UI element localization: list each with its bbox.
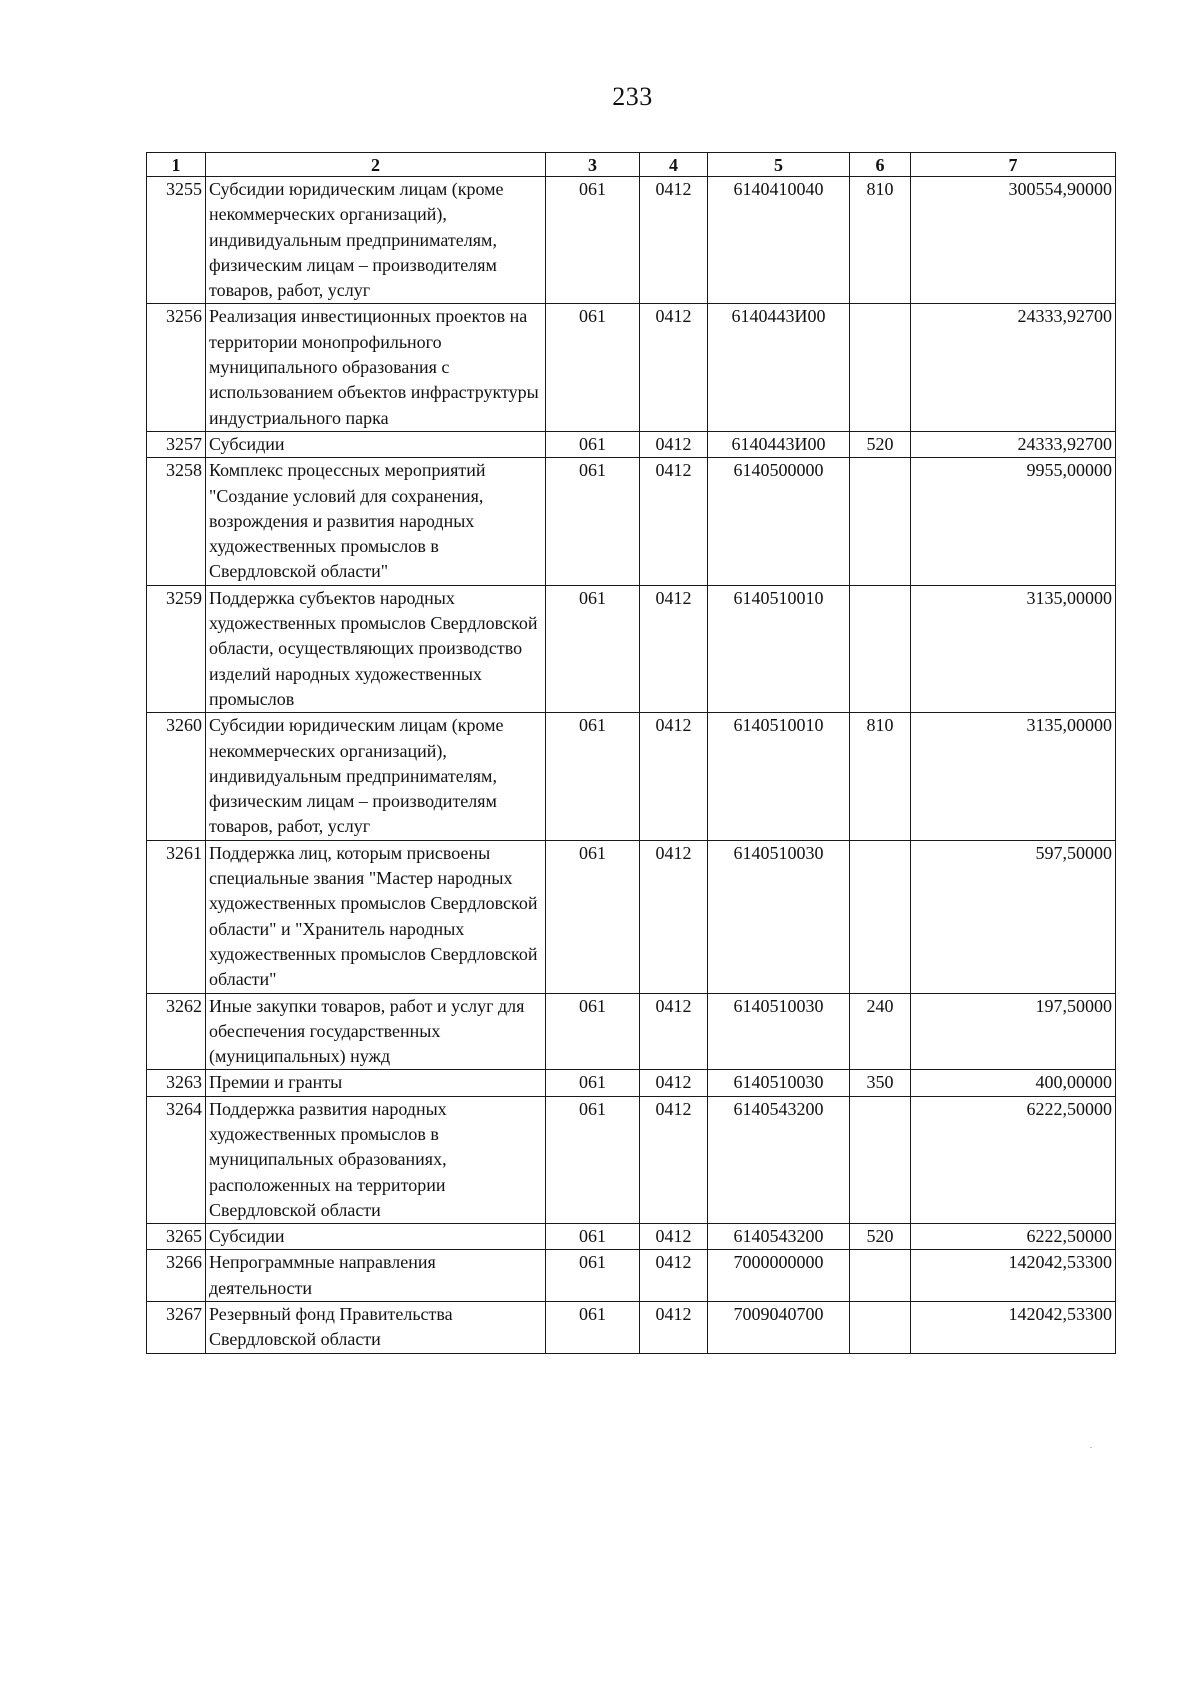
item-name: Резервный фонд Правительства Свердловской области [206,1302,546,1354]
target-article-code: 6140443И00 [708,431,850,457]
table-row [147,304,1116,431]
amount: 24333,92700 [911,431,1116,457]
section-code: 0412 [640,1224,708,1250]
column-header: 5 [708,153,850,177]
table-row [147,993,1116,1070]
item-name: Субсидии юридическим лицам (кроме некоммерческих организаций), индивидуальным предпринимателям, физическим лицам – производителям товаров, работ, услуг [206,713,546,840]
target-article-code: 7000000000 [708,1250,850,1302]
item-name: Поддержка субъектов народных художественных промыслов Свердловской области, осуществляющих производство изделий народных художественных промыслов [206,585,546,712]
ministry-code: 061 [546,1250,640,1302]
expense-type-code: 520 [850,1224,911,1250]
row-number: 3264 [147,1096,206,1223]
ministry-code: 061 [546,585,640,712]
table-row [147,1070,1116,1096]
amount: 597,50000 [911,840,1116,993]
ministry-code: 061 [546,713,640,840]
budget-table [146,152,1116,1354]
row-number: 3267 [147,1302,206,1354]
section-code: 0412 [640,177,708,304]
table-row [147,431,1116,457]
ministry-code: 061 [546,304,640,431]
page-number: 233 [612,82,653,111]
section-code: 0412 [640,458,708,585]
amount: 24333,92700 [911,304,1116,431]
row-number: 3260 [147,713,206,840]
target-article-code: 6140543200 [708,1096,850,1223]
column-header: 2 [206,153,546,177]
row-number: 3255 [147,177,206,304]
table-row [147,713,1116,840]
column-header: 4 [640,153,708,177]
target-article-code: 6140510030 [708,1070,850,1096]
table-row [147,1096,1116,1223]
ministry-code: 061 [546,1302,640,1354]
expense-type-code: 520 [850,431,911,457]
target-article-code: 7009040700 [708,1302,850,1354]
amount: 9955,00000 [911,458,1116,585]
expense-type-code [850,585,911,712]
row-number: 3257 [147,431,206,457]
section-code: 0412 [640,993,708,1070]
expense-type-code [850,1250,911,1302]
section-code: 0412 [640,585,708,712]
target-article-code: 6140510010 [708,713,850,840]
expense-type-code [850,304,911,431]
expense-type-code [850,840,911,993]
target-article-code: 6140543200 [708,1224,850,1250]
expense-type-code: 810 [850,177,911,304]
table-row [147,840,1116,993]
target-article-code: 6140500000 [708,458,850,585]
table-row [147,1302,1116,1354]
amount: 6222,50000 [911,1096,1116,1223]
expense-type-code [850,458,911,585]
row-number: 3262 [147,993,206,1070]
ministry-code: 061 [546,1070,640,1096]
column-header: 6 [850,153,911,177]
target-article-code: 6140410040 [708,177,850,304]
section-code: 0412 [640,304,708,431]
item-name: Иные закупки товаров, работ и услуг для обеспечения государственных (муниципальных) нужд [206,993,546,1070]
amount: 6222,50000 [911,1224,1116,1250]
amount: 3135,00000 [911,585,1116,712]
amount: 400,00000 [911,1070,1116,1096]
table-row [147,1250,1116,1302]
row-number: 3256 [147,304,206,431]
row-number: 3265 [147,1224,206,1250]
section-code: 0412 [640,431,708,457]
section-code: 0412 [640,1302,708,1354]
table-header-row [147,153,1116,177]
item-name: Субсидии юридическим лицам (кроме некоммерческих организаций), индивидуальным предпринимателям, физическим лицам – производителям товаров, работ, услуг [206,177,546,304]
section-code: 0412 [640,1070,708,1096]
target-article-code: 6140510010 [708,585,850,712]
target-article-code: 6140443И00 [708,304,850,431]
amount: 197,50000 [911,993,1116,1070]
expense-type-code: 810 [850,713,911,840]
expense-type-code [850,1096,911,1223]
item-name: Реализация инвестиционных проектов на территории монопрофильного муниципального образования с использованием объектов инфраструктуры индустриального парка [206,304,546,431]
target-article-code: 6140510030 [708,840,850,993]
target-article-code: 6140510030 [708,993,850,1070]
ministry-code: 061 [546,177,640,304]
table-row [147,177,1116,304]
row-number: 3261 [147,840,206,993]
section-code: 0412 [640,1096,708,1223]
column-header: 7 [911,153,1116,177]
item-name: Поддержка лиц, которым присвоены специальные звания "Мастер народных художественных промыслов Свердловской области" и "Хранитель народных художественных промыслов Свердловской области" [206,840,546,993]
item-name: Непрограммные направления деятельности [206,1250,546,1302]
amount: 3135,00000 [911,713,1116,840]
item-name: Субсидии [206,431,546,457]
expense-type-code [850,1302,911,1354]
section-code: 0412 [640,1250,708,1302]
section-code: 0412 [640,713,708,840]
amount: 142042,53300 [911,1302,1116,1354]
table-row [147,1224,1116,1250]
item-name: Субсидии [206,1224,546,1250]
item-name: Комплекс процессных мероприятий "Создание условий для сохранения, возрождения и развития народных художественных промыслов в Свердловской области" [206,458,546,585]
amount: 142042,53300 [911,1250,1116,1302]
scan-speck [1090,1447,1092,1448]
ministry-code: 061 [546,993,640,1070]
column-header: 1 [147,153,206,177]
item-name: Поддержка развития народных художественных промыслов в муниципальных образованиях, расположенных на территории Свердловской области [206,1096,546,1223]
amount: 300554,90000 [911,177,1116,304]
expense-type-code: 350 [850,1070,911,1096]
ministry-code: 061 [546,1224,640,1250]
row-number: 3258 [147,458,206,585]
expense-type-code: 240 [850,993,911,1070]
section-code: 0412 [640,840,708,993]
ministry-code: 061 [546,458,640,585]
row-number: 3263 [147,1070,206,1096]
ministry-code: 061 [546,840,640,993]
item-name: Премии и гранты [206,1070,546,1096]
row-number: 3266 [147,1250,206,1302]
ministry-code: 061 [546,1096,640,1223]
column-header: 3 [546,153,640,177]
ministry-code: 061 [546,431,640,457]
table-row [147,585,1116,712]
table-row [147,458,1116,585]
row-number: 3259 [147,585,206,712]
